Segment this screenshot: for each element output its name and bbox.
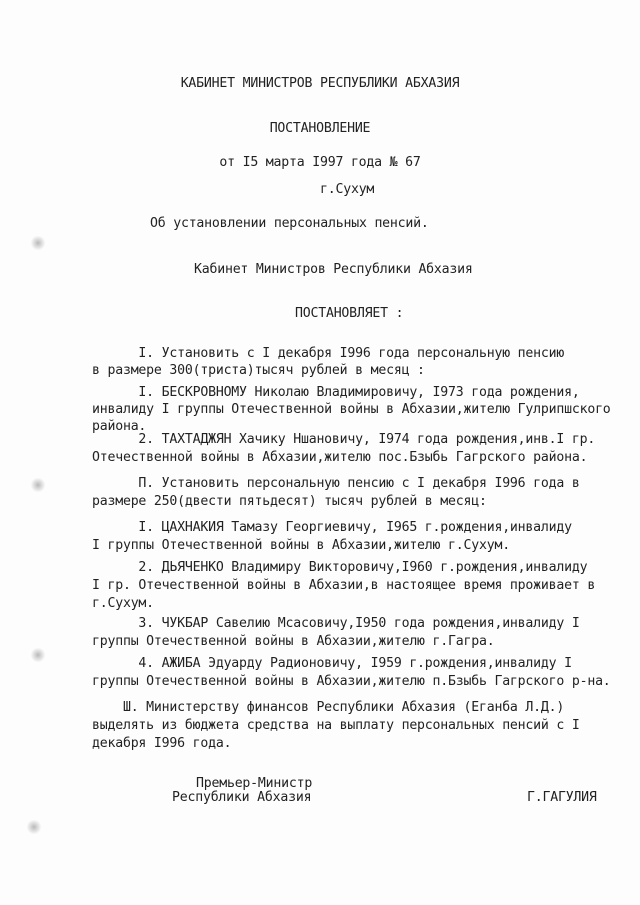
cabinet-title: КАБИНЕТ МИНИСТРОВ РЕСПУБЛИКИ АБХАЗИЯ — [180, 76, 460, 91]
paper-stain — [30, 236, 46, 250]
resolves-line: ПОСТАНОВЛЯЕТ : — [295, 306, 404, 321]
document-subject: Об установлении персональных пенсий. — [150, 216, 429, 231]
body-line: г.Сухум. — [92, 596, 154, 611]
body-line: 2. ДЬЯЧЕНКО Владимиру Викторовичу,I960 г.рождения,инвалиду — [92, 560, 588, 575]
body-line: в размере 300(триста)тысяч рублей в месяц : — [92, 363, 425, 378]
signature-title-1: Премьер-Министр — [196, 776, 313, 791]
body-line: Отечественной войны в Абхазии,жителю пос.Бзыбь Гагрского района. — [92, 450, 588, 465]
document-date: от I5 марта I997 года № 67 — [219, 155, 421, 170]
paper-stain — [30, 478, 46, 492]
body-line: группы Отечественной войны в Абхазии,жителю г.Гагра. — [92, 634, 495, 649]
document-place: г.Сухум — [320, 182, 375, 197]
body-line: группы Отечественной войны в Абхазии,жителю п.Бзыбь Гагрского р-на. — [92, 674, 611, 689]
body-line: 4. АЖИБА Эдуарду Радионовичу, I959 г.рождения,инвалиду I — [92, 656, 572, 671]
body-line: I. БЕСКРОВНОМУ Николаю Владимировичу, I973 года рождения, — [92, 385, 580, 400]
body-line: размере 250(двести пятьдесят) тысяч рублей в месяц: — [92, 494, 487, 509]
body-line: I. Установить с I декабря I996 года персональную пенсию — [92, 346, 565, 361]
body-line: инвалиду I группы Отечественной войны в Абхазии,жителю Гулрипшского — [92, 402, 611, 417]
body-line: района. — [92, 419, 147, 434]
body-line: I. ЦАХНАКИЯ Тамазу Георгиевичу, I965 г.рождения,инвалиду — [92, 520, 572, 535]
document-type: ПОСТАНОВЛЕНИЕ — [269, 121, 371, 136]
signature-name: Г.ГАГУЛИЯ — [527, 790, 597, 805]
body-line: I группы Отечественной войны в Абхазии,жителю г.Сухум. — [92, 538, 510, 553]
body-line: 2. ТАХТАДЖЯН Хачику Ншановичу, I974 года рождения,инв.I гр. — [92, 432, 596, 447]
body-line: I гр. Отечественной войны в Абхазии,в настоящее время проживает в — [92, 578, 596, 593]
body-line: выделять из бюджета средства на выплату персональных пенсий с I — [92, 718, 580, 733]
body-line: П. Установить персональную пенсию с I декабря I996 года в — [92, 476, 580, 491]
signature-title-2: Республики Абхазия — [172, 790, 312, 805]
paper-stain — [30, 648, 46, 662]
body-line: декабря I996 года. — [92, 736, 232, 751]
body-line: Ш. Министерству финансов Республики Абхазия (Еганба Л.Д.) — [92, 700, 565, 715]
paper-stain — [26, 820, 42, 834]
body-line: 3. ЧУКБАР Савелию Мсасовичу,I950 года рождения,инвалиду I — [92, 616, 580, 631]
issuer-line: Кабинет Министров Республики Абхазия — [194, 262, 473, 277]
